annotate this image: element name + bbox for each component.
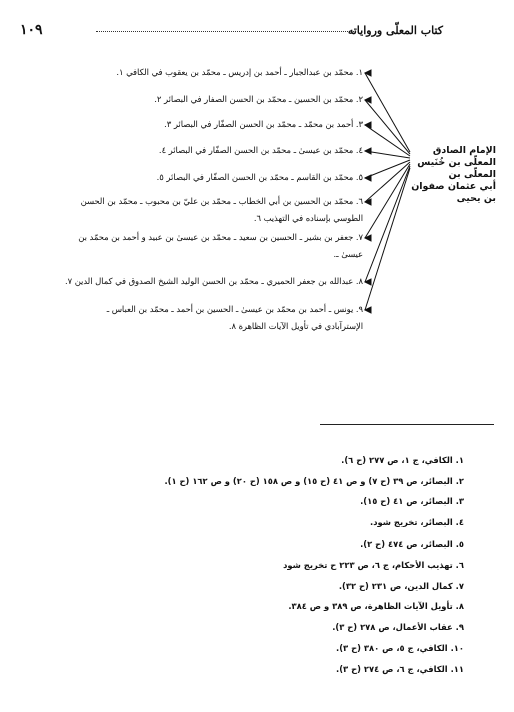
chain-item: [23, 193, 363, 227]
imam-source-block: [378, 145, 496, 205]
footnote-separator: [320, 424, 494, 425]
imam-line: المعلّى بن: [448, 169, 496, 180]
footnote: ٦. تهذيب الأحكام، ج ٦، ص ٢٢٣ ح تخريج شود: [283, 560, 464, 570]
chain-line: الطوسي بإسناده في التهذيب ٦.: [253, 213, 363, 223]
page-number: ١٠٩: [20, 22, 43, 38]
chain-item: [23, 169, 363, 186]
chain-line: ٢. محمّد بن الحسين ـ محمّد بن الحسن الصفار في البصائر ٢.: [154, 94, 363, 104]
running-header-title: كتاب المعلّى ورواياته: [347, 24, 443, 37]
imam-line: الإمام الصادق: [432, 145, 496, 156]
chain-item: [23, 64, 363, 81]
footnote: ٧. كمال الدين، ص ٢٣١ (ح ٣٢).: [338, 581, 464, 591]
chain-item: [23, 273, 363, 290]
footnote: ٥. البصائر، ص ٤٧٤ (ح ٢).: [360, 539, 464, 549]
chain-line: ٨. عبدالله بن جعفر الحميري ـ محمّد بن الحسن الوليد الشيخ الصدوق في كمال الدين ٧.: [64, 276, 363, 286]
footnote: ١١. الكافي، ج ٦، ص ٢٧٤ (ح ٣).: [336, 664, 464, 674]
footnote: ١. الكافي، ج ١، ص ٢٧٧ (ح ٦).: [341, 455, 464, 465]
footnote: ٢. البصائر، ص ٣٩ (ح ٧) و ص ٤١ (ح ١٥) و ص ١٥٨ (ح ٢٠) و ص ١٦٢ (ح ١).: [164, 476, 464, 486]
chain-item: [23, 301, 363, 335]
chain-item: [23, 142, 363, 159]
chain-item: [23, 91, 363, 108]
chain-item: [23, 116, 363, 133]
chain-line: ٥. محمّد بن القاسم ـ محمّد بن الحسن الصفّار في البصائر ٥.: [156, 172, 363, 182]
chain-line: ٤. محمّد بن عيسىٰ ـ محمّد بن الحسن الصفّار في البصائر ٤.: [158, 145, 363, 155]
chain-line: الإسترآبادي في تأويل الآيات الظاهرة ٨.: [228, 321, 363, 331]
chain-line: عيسىٰ ـ.: [333, 249, 363, 259]
footnote: ٨. تأويل الآيات الظاهرة، ص ٣٨٩ و ص ٣٨٤.: [288, 601, 464, 611]
footnote: ١٠. الكافي، ج ٥، ص ٣٨٠ (ح ٣).: [336, 643, 464, 653]
chain-line: ٣. أحمد بن محمّد ـ محمّد بن الحسن الصفّار في البصائر ٣.: [164, 119, 363, 129]
footnote: ٤. البصائر، تخريج شود.: [370, 517, 464, 527]
chain-item: [23, 229, 363, 263]
footnote: ٩. عقاب الأعمال، ص ٢٧٨ (ح ٣).: [332, 622, 464, 632]
chain-line: ٧. جعفر بن بشير ـ الحسين بن سعيد ـ محمّد بن عيسىٰ بن عبيد و أحمد بن محمّد بن: [78, 232, 363, 242]
chain-line: ٩. يونس ـ أحمد بن محمّد بن عيسىٰ ـ الحسين بن أحمد ـ محمّد بن العباس ـ: [106, 304, 363, 314]
footnote: ٣. البصائر، ص ٤١ (ح ١٥).: [360, 496, 464, 506]
imam-line: المعلّى بن خُنَيس: [417, 157, 496, 168]
imam-line: بن يحيى: [456, 193, 496, 204]
chain-line: ١. محمّد بن عبدالجبار ـ أحمد بن إدريس ـ محمّد بن يعقوب في الكافي ١.: [116, 67, 363, 77]
chain-line: ٦. محمّد بن الحسين بن أبي الخطاب ـ محمّد بن عليّ بن محبوب ـ محمّد بن الحسن: [80, 196, 363, 206]
imam-line: أبي عثمان صفوان: [411, 181, 496, 192]
